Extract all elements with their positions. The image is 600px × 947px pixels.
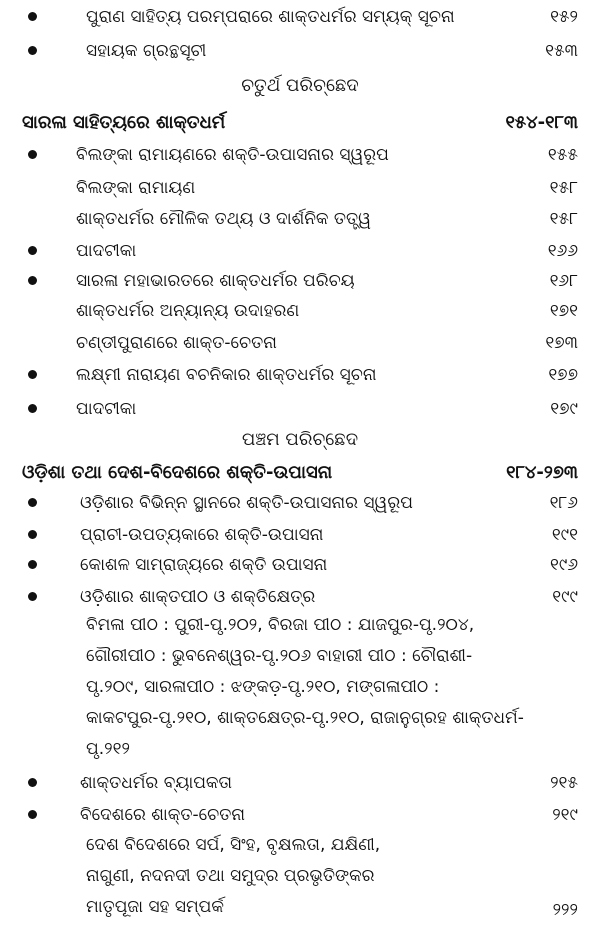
entry-page: ୧୫୮	[549, 209, 578, 229]
toc-entry	[0, 204, 600, 234]
entry-title: ସହାୟକ ଗ୍ରନ୍ଥସୂଚୀ	[86, 41, 207, 61]
entry-title: କୋଶଳ ସାମ୍ରାଜ୍ୟରେ ଶକ୍ତି ଉପାସନା	[80, 555, 328, 575]
bullet-icon	[28, 810, 37, 819]
toc-entry	[0, 360, 600, 390]
pitha-line: ପୃ.୨୦୯, ସାରଳାପୀଠ : ଝଙ୍କଡ଼-ପୃ.୨୧୦, ମଙ୍ଗଳାପୀଠ :	[86, 677, 440, 697]
entry-title: ଶାକ୍ତଧର୍ମର ଅନ୍ୟାନ୍ୟ ଉଦାହରଣ	[76, 301, 300, 321]
entry-title: ଲକ୍ଷ୍ମୀ ନାରାୟଣ ବଚନିକାର ଶାକ୍ତଧର୍ମର ସୂଚନା	[76, 365, 377, 385]
entry-title: ଚଣ୍ଡୀପୁରାଣରେ ଶାକ୍ତ-ଚେତନା	[76, 333, 277, 353]
chapter-title: ଓଡ଼ିଶା ତଥା ଦେଶ-ବିଦେଶରେ ଶକ୍ତି-ଉପାସନା	[22, 462, 333, 483]
chapter-title: ସାରଳା ସାହିତ୍ୟରେ ଶାକ୍ତଧର୍ମ	[22, 112, 226, 133]
entry-title: ପାଦଟୀକା	[76, 241, 137, 261]
pitha-line: ପୃ.୨୧୨	[86, 739, 130, 759]
entry-page: ୧୫୨	[550, 7, 578, 27]
entry-page: ୨୨୨	[552, 900, 578, 920]
toc-entry	[0, 173, 600, 203]
toc-entry	[0, 488, 600, 518]
chapter-page-range: ୧୮୪-୨୭୩	[506, 462, 578, 483]
toc-entry	[0, 328, 600, 358]
bullet-icon	[28, 246, 37, 255]
bullet-icon	[28, 150, 37, 159]
entry-title: ଶାକ୍ତଧର୍ମର ମୌଳିକ ତଥ୍ୟ ଓ ଦାର୍ଶନିକ ତତ୍ତ୍ୱ	[76, 209, 371, 229]
toc-entry	[0, 2, 600, 32]
chapter-page-range: ୧୫୪-୧୮୩	[505, 112, 578, 133]
entry-page: ୧୯୬	[550, 555, 578, 575]
entry-title: ଓଡ଼ିଶାର ବିଭିନ୍ନ ସ୍ଥାନରେ ଶକ୍ତି-ଉପାସନାର ସ୍ୱରୂପ	[80, 493, 413, 513]
entry-page: ୧୭୯	[550, 399, 578, 419]
entry-page: ୧୫୮	[549, 178, 578, 198]
toc-entry	[0, 800, 600, 830]
entry-page: ୨୧୯	[552, 805, 578, 825]
final-line: ମାତୃପୂଜା ସହ ସମ୍ପର୍କ	[86, 897, 224, 917]
entry-title: ଶାକ୍ତଧର୍ମର ବ୍ୟାପକତା	[80, 773, 233, 793]
chapter-title-row	[0, 458, 600, 488]
toc-entry	[0, 140, 600, 170]
final-line: ନାଗୁଣୀ, ନଦନଦୀ ତଥା ସମୁଦ୍ର ପ୍ରଭୃତିଙ୍କର	[86, 866, 375, 886]
toc-entry	[0, 36, 600, 66]
final-page-row	[0, 895, 600, 925]
pitha-line: ଗୌରୀପୀଠ : ଭୁବନେଶ୍ୱର-ପୃ.୨୦୬ ବାହାରୀ ପୀଠ : ଚୌରାଶୀ-	[86, 646, 473, 666]
entry-title: ସାରଳା ମହାଭାରତରେ ଶାକ୍ତଧର୍ମର ପରିଚୟ	[76, 271, 355, 291]
toc-entry	[0, 266, 600, 296]
entry-page: ୧୭୩	[545, 333, 578, 353]
entry-page: ୨୧୫	[550, 773, 578, 793]
entry-title: ବିଦେଶରେ ଶାକ୍ତ-ଚେତନା	[80, 805, 245, 825]
toc-entry	[0, 520, 600, 550]
bullet-icon	[28, 592, 37, 601]
entry-title: ବିଲଙ୍କା ରାମାୟଣ	[76, 178, 196, 198]
entry-page: ୧୯୯	[552, 587, 578, 607]
chapter-title-row	[0, 108, 600, 138]
final-line: ଦେଶ ବିଦେଶରେ ସର୍ପ, ସିଂହ, ବୃକ୍ଷଲତା, ଯକ୍ଷିଣୀ,	[86, 835, 381, 855]
bullet-icon	[28, 778, 37, 787]
entry-page: ୧୮୬	[549, 493, 578, 513]
chapter-heading: ଚତୁର୍ଥ ପରିଚ୍ଛେଦ	[241, 75, 359, 96]
toc-entry	[0, 296, 600, 326]
entry-page: ୧୯୧	[551, 525, 578, 545]
entry-title: ପାଦଟୀକା	[76, 399, 137, 419]
bullet-icon	[28, 276, 37, 285]
pitha-list	[86, 610, 578, 765]
bullet-icon	[28, 498, 37, 507]
bullet-icon	[28, 370, 37, 379]
entry-page: ୧୭୧	[549, 301, 578, 321]
entry-page: ୧୭୭	[548, 365, 578, 385]
toc-entry	[0, 394, 600, 424]
entry-page: ୧୬୮	[549, 271, 578, 291]
entry-title: ପୁରାଣ ସାହିତ୍ୟ ପରମ୍ପରାରେ ଶାକ୍ତଧର୍ମର ସମ୍ୟକ୍ ସୂଚନା	[86, 7, 455, 27]
entry-title: ପ୍ରାଚୀ-ଉପତ୍ୟକାରେ ଶକ୍ତି-ଉପାସନା	[80, 525, 324, 545]
pitha-line: କାକଟପୁର-ପୃ.୨୧୦, ଶାକ୍ତକ୍ଷେତ୍ର-ପୃ.୨୧୦, ରାଜାନୁଗ୍ରହ ଶାକ୍ତଧର୍ମ-	[86, 708, 524, 728]
toc-entry	[0, 550, 600, 580]
bullet-icon	[28, 560, 37, 569]
entry-page: ୧୬୬	[547, 241, 578, 261]
bullet-icon	[28, 46, 37, 55]
chapter-heading: ପଞ୍ଚମ ପରିଚ୍ଛେଦ	[241, 429, 359, 450]
pitha-line: ବିମଳା ପୀଠ : ପୁରୀ-ପୃ.୨୦୨, ବିରଜା ପୀଠ : ଯାଜପୁର-ପୃ.୨୦୪,	[86, 615, 475, 635]
bullet-icon	[28, 530, 37, 539]
toc-entry	[0, 236, 600, 266]
entry-page: ୧୫୩	[545, 41, 578, 61]
entry-title: ଓଡ଼ିଶାର ଶାକ୍ତପୀଠ ଓ ଶକ୍ତିକ୍ଷେତ୍ର	[80, 587, 316, 607]
entry-title: ବିଲଙ୍କା ରାମାୟଣରେ ଶକ୍ତି-ଉପାସନାର ସ୍ୱରୂପ	[76, 145, 389, 165]
entry-page: ୧୫୫	[547, 145, 578, 165]
bullet-icon	[28, 12, 37, 21]
toc-entry	[0, 768, 600, 798]
toc-entry	[0, 582, 600, 612]
bullet-icon	[28, 404, 37, 413]
